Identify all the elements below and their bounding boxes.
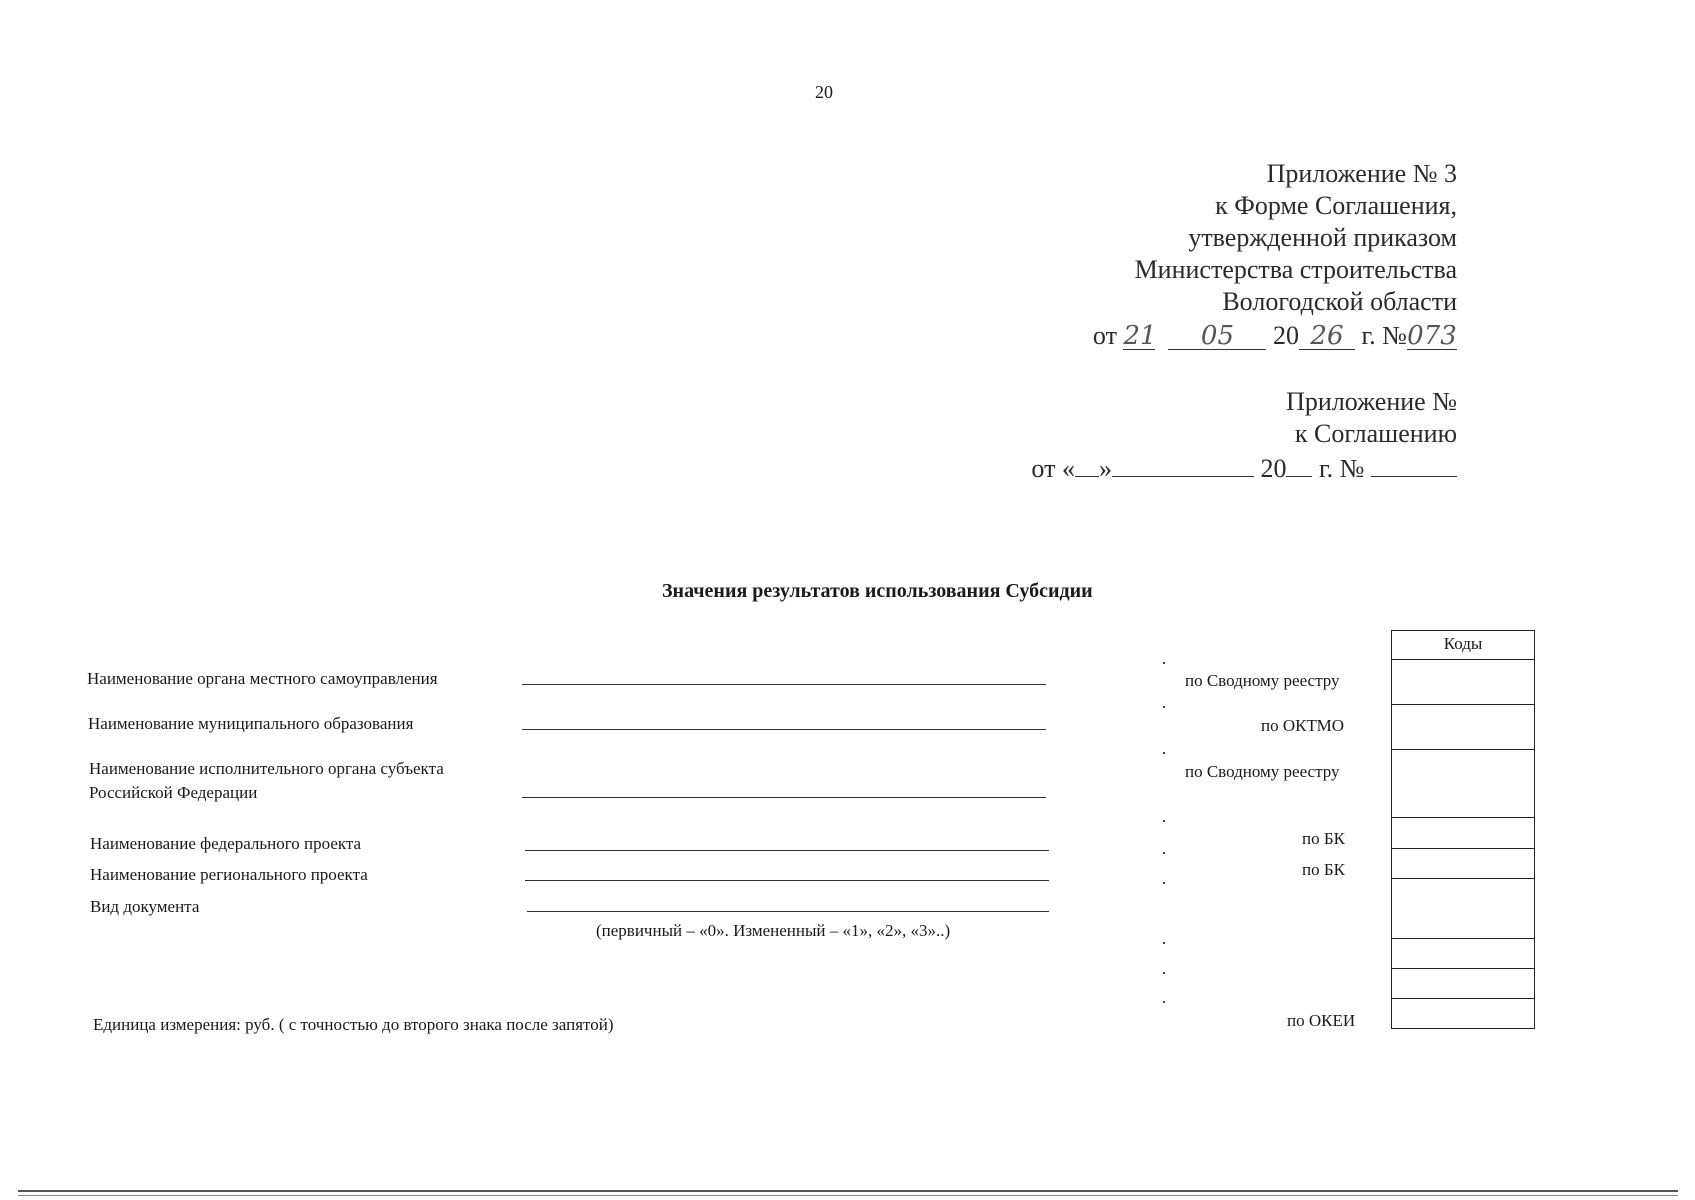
fill-line-regional-project [525, 880, 1049, 881]
label-municipality: Наименование муниципального образования [88, 714, 414, 733]
code-label-reg2: по Сводному реестру [1185, 762, 1340, 781]
page-bottom-rule-thin [18, 1195, 1678, 1196]
dot-marker [1163, 820, 1165, 822]
codes-table [1391, 630, 1535, 1029]
code-cell-okei [1392, 998, 1534, 1028]
approval-line-1: Приложение № 3 [1266, 159, 1457, 188]
fill-line-municipality [522, 729, 1046, 730]
dot-marker [1163, 972, 1165, 974]
code-label-bk2: по БК [1302, 860, 1345, 879]
approval-year-prefix: 20 [1272, 321, 1299, 350]
agreement-date-prefix: от « [1031, 454, 1075, 483]
agreement-line-2: к Соглашению [1294, 419, 1457, 448]
code-cell-bk1 [1392, 817, 1534, 848]
approval-line-2: к Форме Соглашения, [1215, 191, 1457, 220]
dot-marker [1163, 662, 1165, 664]
dot-marker [1163, 942, 1165, 944]
fill-line-federal-project [525, 850, 1049, 851]
approval-day-handwritten: 21 [1123, 321, 1157, 351]
code-cell-doc-type [1392, 878, 1534, 938]
agreement-year-prefix: 20 [1260, 454, 1287, 483]
dot-marker [1163, 706, 1165, 708]
page-bottom-rule [18, 1190, 1678, 1192]
approval-line-3: утвержденной приказом [1188, 223, 1457, 252]
approval-date-prefix: от [1092, 321, 1117, 350]
label-exec-body-2: Российской Федерации [89, 783, 258, 802]
label-doc-type: Вид документа [90, 897, 200, 916]
agreement-date-line [1031, 452, 1457, 485]
code-label-reg1: по Сводному реестру [1185, 671, 1340, 690]
approval-year-handwritten: 26 [1299, 323, 1355, 350]
agreement-year-blank [1286, 452, 1312, 477]
agreement-number-prefix: г. № [1318, 454, 1365, 483]
approval-line-4: Министерства строительства [1134, 255, 1457, 284]
label-exec-body-1: Наименование исполнительного органа субъекта [89, 759, 444, 778]
agreement-day-blank [1075, 452, 1099, 477]
code-label-oktmo: по ОКТМО [1261, 716, 1345, 735]
approval-number-prefix: г. № [1361, 321, 1407, 350]
approval-line-5: Вологодской области [1222, 287, 1457, 316]
approval-date-line [1093, 320, 1457, 352]
agreement-quote-close: » [1098, 454, 1112, 483]
dot-marker [1163, 752, 1165, 754]
page-number: 20 [815, 82, 833, 102]
approval-number-handwritten: 073 [1407, 321, 1457, 351]
fill-line-doc-type [527, 911, 1049, 912]
label-unit: Единица измерения: руб. ( с точностью до второго знака после запятой) [93, 1015, 614, 1034]
label-local-gov: Наименование органа местного самоуправления [87, 669, 438, 688]
code-cell-reg1 [1392, 659, 1534, 704]
approval-month-handwritten: 05 [1168, 323, 1266, 350]
label-federal-project: Наименование федерального проекта [90, 834, 362, 853]
code-cell-empty-1 [1392, 938, 1534, 968]
fill-line-local-gov [522, 684, 1046, 685]
code-cell-reg2 [1392, 749, 1534, 817]
dot-marker [1163, 852, 1165, 854]
code-cell-bk2 [1392, 848, 1534, 878]
dot-marker [1163, 1001, 1165, 1003]
code-cell-oktmo [1392, 704, 1534, 749]
doc-type-hint: (первичный – «0». Измененный – «1», «2», «3»..) [596, 921, 951, 940]
label-regional-project: Наименование регионального проекта [90, 865, 368, 884]
code-cell-empty-2 [1392, 968, 1534, 998]
agreement-month-blank [1112, 452, 1254, 477]
codes-header: Коды [1443, 634, 1483, 653]
agreement-line-1: Приложение № [1286, 387, 1457, 416]
agreement-number-blank [1371, 452, 1457, 477]
fill-line-exec-body [522, 797, 1046, 798]
code-label-okei: по ОКЕИ [1287, 1011, 1356, 1030]
dot-marker [1163, 882, 1165, 884]
document-title: Значения результатов использования Субсидии [662, 580, 1093, 602]
code-label-bk1: по БК [1302, 829, 1345, 848]
